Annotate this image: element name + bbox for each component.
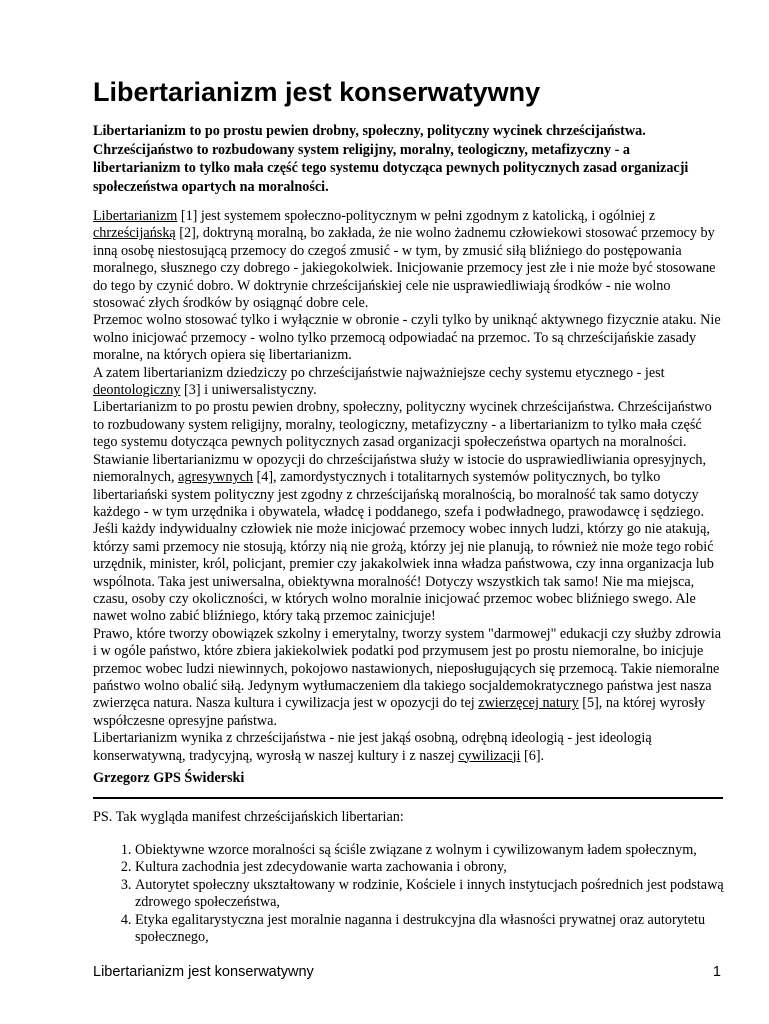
body-text: [93, 208, 723, 765]
link-deontologiczny[interactable]: deontologiczny: [93, 382, 181, 399]
list-item: 4. Etyka egalitarystyczna jest moralnie naganna i destrukcyjna dla własności prywatnej oraz autorytetu społecznego,: [135, 912, 755, 947]
footer-title: Libertarianizm jest konserwatywny: [93, 964, 314, 980]
document-title: Libertarianizm jest konserwatywny: [93, 77, 541, 107]
link-chrzescijanska[interactable]: chrześcijańską: [93, 225, 176, 242]
list-item: 2. Kultura zachodnia jest zdecydowanie warta zachowania i obrony,: [135, 859, 755, 876]
footer-page-number: 1: [712, 964, 721, 980]
list-item: 3. Autorytet społeczny ukształtowany w rodzinie, Kościele i innych instytucjach pośrednich jest podstawą zdrowego społeczeństwa,: [135, 877, 755, 912]
horizontal-rule: [93, 797, 723, 799]
list-item: 1. Obiektywne wzorce moralności są ściśle związane z wolnym i cywilizowanym ładem społecznym,: [135, 842, 755, 859]
paragraph-3: A zatem libertarianizm dziedziczy po chrześcijaństwie najważniejsze cechy systemu etycznego - jest deontologiczny [3] i uniwersalistyczny.: [93, 364, 665, 399]
paragraph-7: Libertarianizm wynika z chrześcijaństwa - nie jest jakąś osobną, odrębną ideologią - jest ideologią konserwatywną, tradycyjną, wyrosłą w naszej kultury i z naszej cywilizacji [6].: [93, 730, 652, 764]
paragraph-1: Libertarianizm [1] jest systemem społeczno-politycznym w pełni zgodnym z katolicką, i ogólniej z chrześcijańską [2], doktryną moralną, bo zakłada, że nie wolno żadnemu człowiekowi stosować przemocy by inną osobę niestosującą przemocy do czegoś zmusić - w tym, by zmusić siłą bliźniego do postępowania moralnego, słusznego czy dobrego - jakiegokolwiek. Inicjowanie przemocy jest złe i nie może być stosowane do tego by czynić dobro. W doktrynie chrześcijańskiej cele nie usprawiedliwiają środków - nie wolno stosować złych środków by osiągnąć dobre cele.: [93, 208, 716, 312]
paragraph-6: Prawo, które tworzy obowiązek szkolny i emerytalny, tworzy system "darmowej" edukacji czy służby zdrowia i w ogóle państwo, które zbiera jakiekolwiek podatki pod przymusem jest po prostu niemoralne, bo inicjuje przemoc wobec ludzi niewinnych, pokojowo nastawionych, nieposługujących się przemocą. Takie niemoralne państwo wolno obalić siłą. Jedynym wytłumaczeniem dla takiego socjaldemokratycznego państwa jest nasza zwierzęca natura. Nasza kultura i cywilizacja jest w opozycji do tej zwierzęcej natury [5], na której wyrosły współczesne opresyjne państwa.: [93, 625, 722, 729]
lead-paragraph: Libertarianizm to po prostu pewien drobny, społeczny, polityczny wycinek chrześcijaństwa. Chrześcijaństwo to rozbudowany system religijny, moralny, teologiczny, metafizyczny - a libertarianizm to tylko mała część tego systemu dotycząca pewnych politycznych zasad organizacji społeczeństwa opartych na moralności.: [93, 123, 689, 195]
author-signature: Grzegorz GPS Świderski: [93, 770, 245, 786]
paragraph-2: Przemoc wolno stosować tylko i wyłącznie w obronie - czyli tylko by uniknąć aktywnego fizycznie ataku. Nie wolno inicjować przemocy - wolno tylko przemocą odpowiadać na przemoc. To są chrześcijańskie zasady moralne, na których opiera się libertarianizm.: [93, 312, 721, 364]
paragraph-4: Libertarianizm to po prostu pewien drobny, społeczny, polityczny wycinek chrześcijaństwa. Chrześcijaństwo to rozbudowany system religijny, moralny, teologiczny, metafizyczny - a libertarianizm to tylko mała część tego systemu dotycząca pewnych politycznych zasad organizacji społeczeństwa opartych na moralności.: [93, 399, 712, 451]
ps-note: PS. Tak wygląda manifest chrześcijańskich libertarian:: [93, 809, 404, 825]
link-zwierzecej-natury[interactable]: zwierzęcej natury: [478, 695, 579, 712]
manifest-list: [93, 842, 755, 946]
link-cywilizacji[interactable]: cywilizacji: [458, 747, 521, 764]
link-libertarianizm[interactable]: Libertarianizm: [93, 208, 178, 224]
link-agresywnych[interactable]: agresywnych: [178, 469, 253, 486]
paragraph-5: Stawianie libertarianizmu w opozycji do chrześcijaństwa służy w istocie do usprawiedliwiania opresyjnych, niemoralnych, agresywnych [4], zamordystycznych i totalitarnych systemów politycznych, bo tylko libertariański system polityczny jest zgodny z chrześcijańską moralnością, bo moralność tak samo dotyczy każdego - w tym urzędnika i obywatela, władcę i poddanego, szefa i podwładnego, prawodawcę i sędziego. Jeśli każdy indywidualny człowiek nie może inicjować przemocy wobec innych ludzi, którzy go nie atakują, którzy sami przemocy nie stosują, którzy nią nie grożą, którzy jej nie planują, to również nie może tego robić urzędnik, minister, król, policjant, premier czy jakakolwiek inna władza państwowa, czy inna organizacja lub wspólnota. Taka jest uniwersalna, obiektywna moralność! Dotyczy wszystkich tak samo! Nie ma miejsca, czasu, osoby czy okoliczności, w których wolno moralnie inicjować przemoc wobec bliźniego swego. Ale nawet wolno zabić bliźniego, który taką przemoc zainicjuje!: [93, 451, 714, 625]
